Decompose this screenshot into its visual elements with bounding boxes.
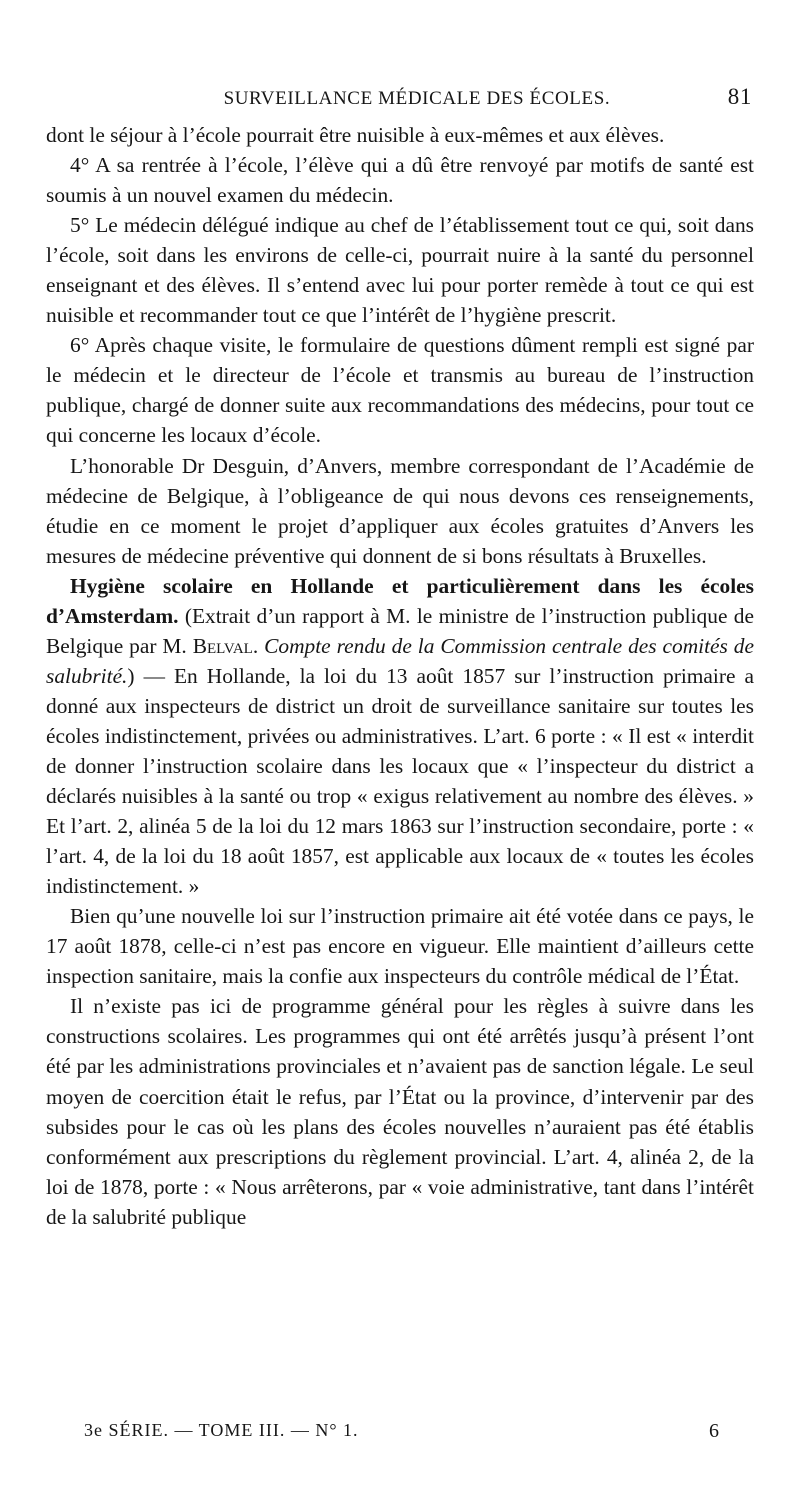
paragraph: Il n’existe pas ici de programme général pour les règles à suivre dans les constructions scolaires. Les programmes qui ont été arrêtés jusqu’à présent l’ont été par les administrations provinciales et n’avaient pas de sanction légale. Le seul moyen de coercition était le refus, par l’État ou la province, d’intervenir par des subsides pour le cas où les plans des écoles nouvelles n’auraient pas été établis conformément aux prescriptions du règlement provincial. L’art. 4, alinéa 2, de la loi de 1878, porte : « Nous arrêterons, par « voie administrative, tant dans l’intérêt de la salubrité publique bbox=[46, 994, 754, 1229]
paragraph: 4° A sa rentrée à l’école, l’élève qui a dû être renvoyé par motifs de santé est soumis à un nouvel examen du médecin. bbox=[46, 153, 754, 208]
source-prefix: (Extrait d’un rapport à M. le ministre de l’instruction publique de Belgique par M. bbox=[46, 603, 754, 658]
body-text bbox=[46, 120, 754, 1232]
source-title: Compte rendu de la Commission centrale des comités de salubrité. bbox=[46, 633, 754, 688]
running-header bbox=[46, 84, 754, 120]
author-name: Belval bbox=[192, 633, 253, 658]
running-title: SURVEILLANCE MÉDICALE DES ÉCOLES. bbox=[223, 88, 611, 109]
page-number: 81 bbox=[727, 84, 752, 109]
section-text: ) — En Hollande, la loi du 13 août 1857 sur l’instruction primaire a donné aux inspecteurs de district un droit de surveillance sanitaire sur toutes les écoles indistinctement, privées ou administratives. L’art. 6 porte : « Il est « interdit de donner l’instruction scolaire dans les locaux que « l’inspecteur du district a déclarés nuisibles à la santé ou trop « exigus relativement au nombre des élèves. » Et l’art. 2, alinéa 5 de la loi du 12 mars 1863 sur l’instruction secondaire, porte : « l’art. 4, de la loi du 18 août 1857, est applicable aux locaux de « toutes les écoles indistinctement. » bbox=[46, 663, 754, 899]
section-heading: Hygiène scolaire en Hollande et particulièrement dans les écoles d’Amsterdam. bbox=[46, 573, 754, 628]
section-paragraph bbox=[46, 571, 754, 902]
paragraph: dont le séjour à l’école pourrait être nuisible à eux-mêmes et aux élèves. bbox=[46, 123, 665, 147]
paragraph: 6° Après chaque visite, le formulaire de questions dûment rempli est signé par le médecin et le directeur de l’école et transmis au bureau de l’instruction publique, chargé de donner suite aux recommandations des médecins, pour tout ce qui concerne les locaux d’école. bbox=[46, 333, 754, 448]
paragraph: Bien qu’une nouvelle loi sur l’instruction primaire ait été votée dans ce pays, le 17 août 1878, celle-ci n’est pas encore en vigueur. Elle maintient d’ailleurs cette inspection sanitaire, mais la confie aux inspecteurs du contrôle médical de l’État. bbox=[46, 904, 754, 989]
signature-mark: 6 bbox=[709, 1420, 720, 1442]
paragraph: L’honorable Dr Desguin, d’Anvers, membre correspondant de l’Académie de médecine de Belgique, à l’obligeance de qui nous devons ces renseignements, étudie en ce moment le projet d’appliquer aux écoles gratuites d’Anvers les mesures de médecine préventive qui donnent de si bons résultats à Bruxelles. bbox=[46, 453, 754, 568]
book-page bbox=[46, 84, 754, 1232]
source-separator: . bbox=[252, 633, 265, 658]
series-line: 3e SÉRIE. — TOME III. — N° 1. bbox=[84, 1420, 359, 1440]
paragraph: 5° Le médecin délégué indique au chef de l’établissement tout ce qui, soit dans l’école, soit dans les environs de celle-ci, pourrait nuire à la santé du personnel enseignant et des élèves. Il s’entend avec lui pour porter remède à tout ce qui est nuisible et recommander tout ce que l’intérêt de l’hygiène prescrit. bbox=[46, 213, 754, 328]
page-footer bbox=[84, 1420, 724, 1443]
